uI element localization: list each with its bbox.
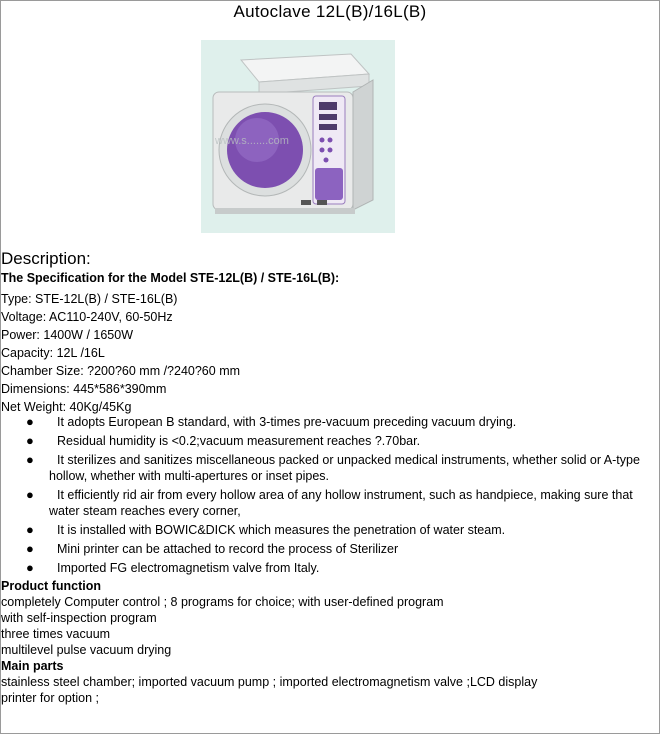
bullet-text: Imported FG electromagnetism valve from Italy. [57, 561, 320, 575]
spec-power: Power: 1400W / 1650W [1, 328, 134, 342]
spec-dimensions: Dimensions: 445*586*390mm [1, 382, 167, 396]
list-item [0, 487, 660, 519]
main-parts-heading: Main parts [1, 659, 64, 673]
list-item [0, 560, 660, 576]
list-item [0, 433, 660, 449]
autoclave-photo [201, 40, 395, 233]
page-title: Autoclave 12L(B)/16L(B) [233, 2, 427, 21]
description-heading: Description: [1, 249, 91, 268]
watermark-text: www.s.......com [215, 135, 289, 147]
bullet-text: Mini printer can be attached to record the process of Sterilizer [57, 542, 399, 556]
bullet-icon: ● [26, 560, 34, 575]
product-function-section [1, 578, 444, 658]
bullet-icon: ● [26, 433, 34, 448]
autoclave-illustration [201, 40, 395, 233]
bullet-text: It is installed with BOWIC&DICK which measures the penetration of water steam. [57, 523, 506, 537]
spec-voltage: Voltage: AC110-240V, 60-50Hz [1, 310, 173, 324]
main-parts-line: stainless steel chamber; imported vacuum pump ; imported electromagnetism valve ;LCD display [1, 675, 538, 689]
bullet-icon: ● [26, 541, 34, 556]
bullet-text: It sterilizes and sanitizes miscellaneous packed or unpacked medical instruments, whether solid or A-type hollow, whether with multi-apertures or inset pipes. [49, 453, 640, 483]
list-item [0, 541, 660, 557]
bullet-icon: ● [26, 522, 34, 537]
spec-title: The Specification for the Model STE-12L(B) / STE-16L(B): [1, 271, 340, 285]
main-parts-section [1, 658, 537, 706]
product-function-line: multilevel pulse vacuum drying [1, 643, 172, 657]
bullet-icon: ● [26, 452, 34, 467]
list-item [0, 452, 660, 484]
bullet-text: Residual humidity is <0.2;vacuum measurement reaches ?.70bar. [57, 434, 421, 448]
spec-type: Type: STE-12L(B) / STE-16L(B) [1, 292, 178, 306]
list-item [0, 414, 660, 430]
bullet-text: It adopts European B standard, with 3-times pre-vacuum preceding vacuum drying. [57, 415, 517, 429]
spec-chamber-size: Chamber Size: ?200?60 mm /?240?60 mm [1, 364, 241, 378]
spec-net-weight: Net Weight: 40Kg/45Kg [1, 400, 132, 414]
list-item [0, 522, 660, 538]
product-function-line: completely Computer control ; 8 programs for choice; with user-defined program [1, 595, 444, 609]
spec-capacity: Capacity: 12L /16L [1, 346, 105, 360]
product-function-heading: Product function [1, 579, 101, 593]
feature-bullets [0, 414, 660, 579]
product-function-line: with self-inspection program [1, 611, 157, 625]
bullet-icon: ● [26, 487, 34, 502]
spec-list [1, 290, 240, 416]
product-function-line: three times vacuum [1, 627, 111, 641]
bullet-icon: ● [26, 414, 34, 429]
main-parts-line: printer for option ; [1, 691, 99, 705]
bullet-text: It efficiently rid air from every hollow area of any hollow instrument, such as handpiece, making sure that water steam reaches every corner, [49, 488, 633, 518]
